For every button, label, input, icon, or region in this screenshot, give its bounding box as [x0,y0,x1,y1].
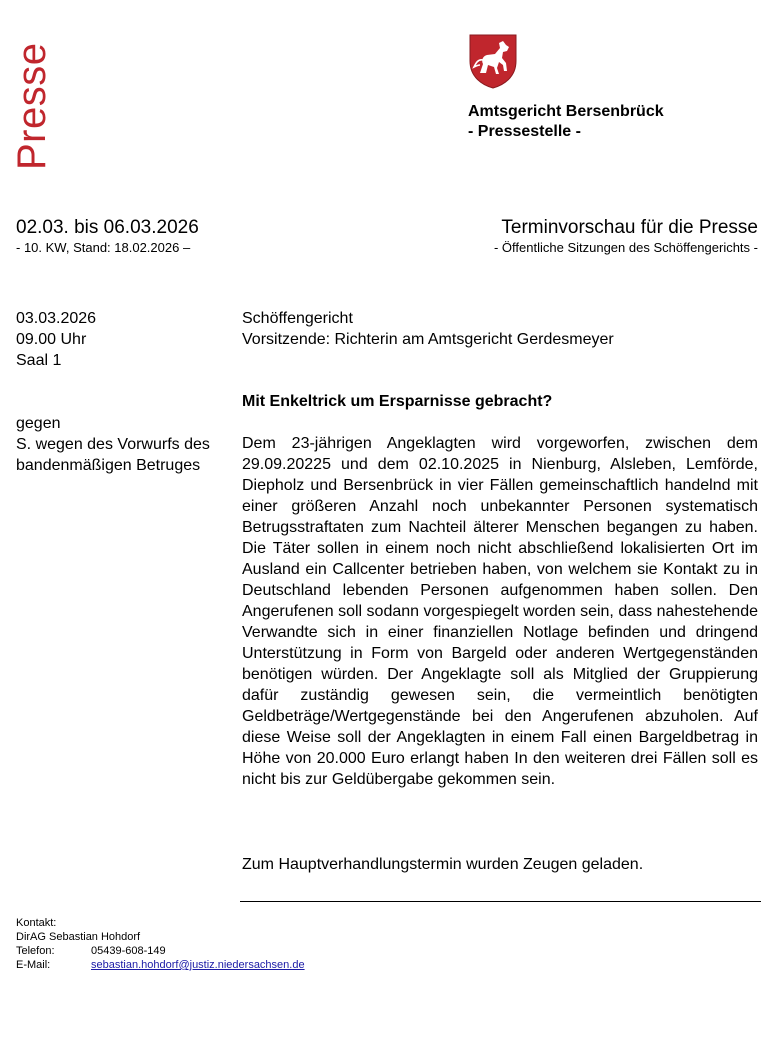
preview-subtitle: - Öffentliche Sitzungen des Schöffengerichts - [493,240,758,255]
press-office: - Pressestelle - [468,123,581,140]
session-date: 03.03.2026 [16,310,97,327]
contact-phone-row [16,944,305,958]
case-parties [16,413,222,476]
lower-saxony-horse-crest-icon [468,33,518,89]
contact-email-row [16,958,305,972]
case-description: Dem 23-jährigen Angeklagten wird vorgeworfen, zwischen dem 29.09.20225 und dem 02.10.2025 in Nienburg, Alsleben, Lemförde, Diepholz und Bersenbrück in vier Fällen gemeinschaftlich handelnd mit einer größeren Anzahl noch unbekannter Personen systematisch Betrugsstraftaten zum Nachteil älterer Menschen begangen zu haben. Die Täter sollen in einem noch nicht abschließend lokalisierten Ort im Ausland ein Callcenter betrieben haben, von welchem sie Kontakt zu in Deutschland lebenden Personen aufgenommen haben sollen. Den Angerufenen soll sodann vorgespiegelt worden sein, dass nahestehende Verwandte sich in einer finanziellen Notlage befinden und dringend Unterstützung in Form von Bargeld oder anderen Wertgegenständen benötigen würden. Der Angeklagte soll als Mitglied der Gruppierung dafür zuständig gewesen sein, die vermeintlich benötigten Geldbeträge/Wertgegenstände bei den Angerufenen abzuholen. Auf diese Weise soll der Angeklagten in einem Fall einen Bargeldbetrag in Höhe von 20.000 Euro erlangt haben In den weiteren drei Fällen soll es nicht bis zur Geldübergabe gekommen sein. [242,435,758,788]
session-room: Saal 1 [16,352,62,369]
contact-name: DirAG Sebastian Hohdorf [16,931,141,943]
presse-side-title: Presse [10,42,54,170]
court-header [468,102,664,142]
contact-heading: Kontakt: [16,917,57,929]
email-link[interactable]: sebastian.hohdorf@justiz.niedersachsen.de [91,959,305,971]
closing-note: Zum Hauptverhandlungstermin wurden Zeugen geladen. [242,856,644,873]
week-status: - 10. KW, Stand: 18.02.2026 – [16,240,191,255]
session-time: 09.00 Uhr [16,331,87,348]
phone-label: Telefon: [16,945,55,957]
email-label: E-Mail: [16,959,51,971]
court-details [242,308,614,350]
contact-block [16,916,305,972]
preview-title: Terminvorschau für die Presse [501,217,758,238]
court-type: Schöffengericht [242,310,353,327]
defendant-charge: S. wegen des Vorwurfs des bandenmäßigen Betruges [16,436,210,474]
date-range: 02.03. bis 06.03.2026 [16,217,199,238]
presiding-judge: Vorsitzende: Richterin am Amtsgericht Gerdesmeyer [242,331,614,348]
divider [240,901,761,902]
against-label: gegen [16,415,61,432]
case-headline: Mit Enkeltrick um Ersparnisse gebracht? [242,393,553,410]
phone-number: 05439-608-149 [91,945,166,957]
session-info [16,308,96,371]
court-name: Amtsgericht Bersenbrück [468,103,664,120]
